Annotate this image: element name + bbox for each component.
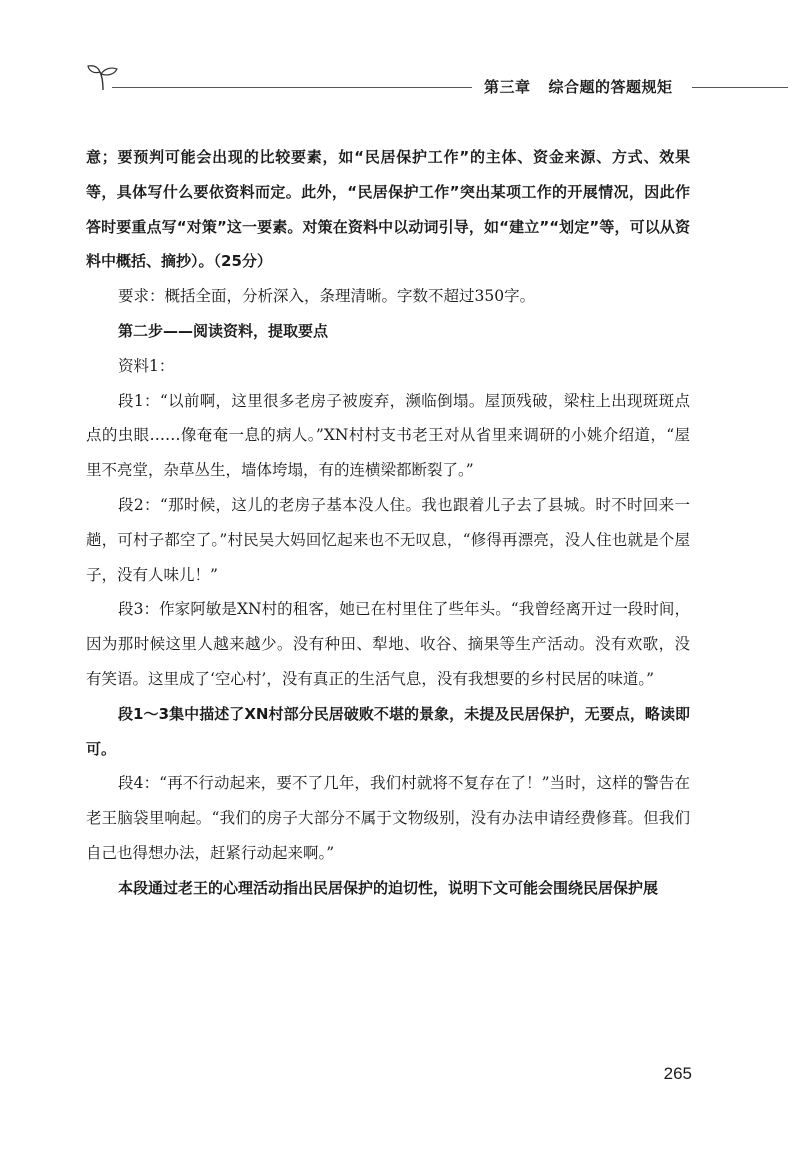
section-heading-step-two: 第二步——阅读资料，提取要点 <box>118 321 329 340</box>
material-label: 资料1： <box>118 356 175 375</box>
paragraph-segment-2: 段2：“那时候，这儿的老房子基本没人住。我也跟着儿子去了县城。时不时回来一趟，可村子都空了。”村民吴大妈回忆起来也不无叹息，“修得再漂亮，没人住也就是个屋子，没有人味儿！” <box>86 495 690 584</box>
header-rule-right <box>692 87 788 88</box>
analysis-note-1: 段1～3集中描述了XN村部分民居破败不堪的景象，未提及民居保护，无要点，略读即可。 <box>86 704 690 758</box>
chapter-title: 综合题的答题规矩 <box>548 78 673 96</box>
paragraph-segment-3: 段3：作家阿敏是XN村的租客，她已在村里住了些年头。“我曾经离开过一段时间，因为那时候这里人越来越少。没有种田、犁地、收谷、摘果等生产活动。没有欢歌，没有笑语。这里成了‘空心村’，没有真正的生活气息，没有我想要的乡村民居的味道。” <box>86 600 690 688</box>
analysis-note-2: 本段通过老王的心理活动指出民居保护的迫切性，说明下文可能会围绕民居保护展 <box>118 878 659 897</box>
paragraph-segment-4: 段4：“再不行动起来，要不了几年，我们村就将不复存在了！”当时，这样的警告在老王脑袋里响起。“我们的房子大部分不属于文物级别，没有办法申请经费修葺。但我们自己也得想办法，赶紧行动起来啊。” <box>86 774 690 862</box>
header-rule-left <box>112 87 472 88</box>
chapter-number: 第三章 <box>484 78 531 96</box>
page-body <box>86 140 690 906</box>
paragraph-requirements: 要求：概括全面，分析深入，条理清晰。字数不超过350字。 <box>118 287 536 306</box>
paragraph-continued-note: 意；要预判可能会出现的比较要素，如“民居保护工作”的主体、资金来源、方式、效果等，具体写什么要依资料而定。此外，“民居保护工作”突出某项工作的开展情况，因此作答时要重点写“对策”这一要素。对策在资料中以动词引导，如“建立”“划定”等，可以从资料中概括、摘抄）。（25分） <box>86 148 690 271</box>
running-header <box>484 76 684 97</box>
page-number: 265 <box>663 1064 692 1083</box>
paragraph-segment-1: 段1：“以前啊，这里很多老房子被废弃，濒临倒塌。屋顶残破，梁柱上出现斑斑点点的虫眼……像奄奄一息的病人。”XN村村支书老王对从省里来调研的小姚介绍道，“屋里不亮堂，杂草丛生，墙体垮塌，有的连横梁都断裂了。” <box>86 391 690 480</box>
